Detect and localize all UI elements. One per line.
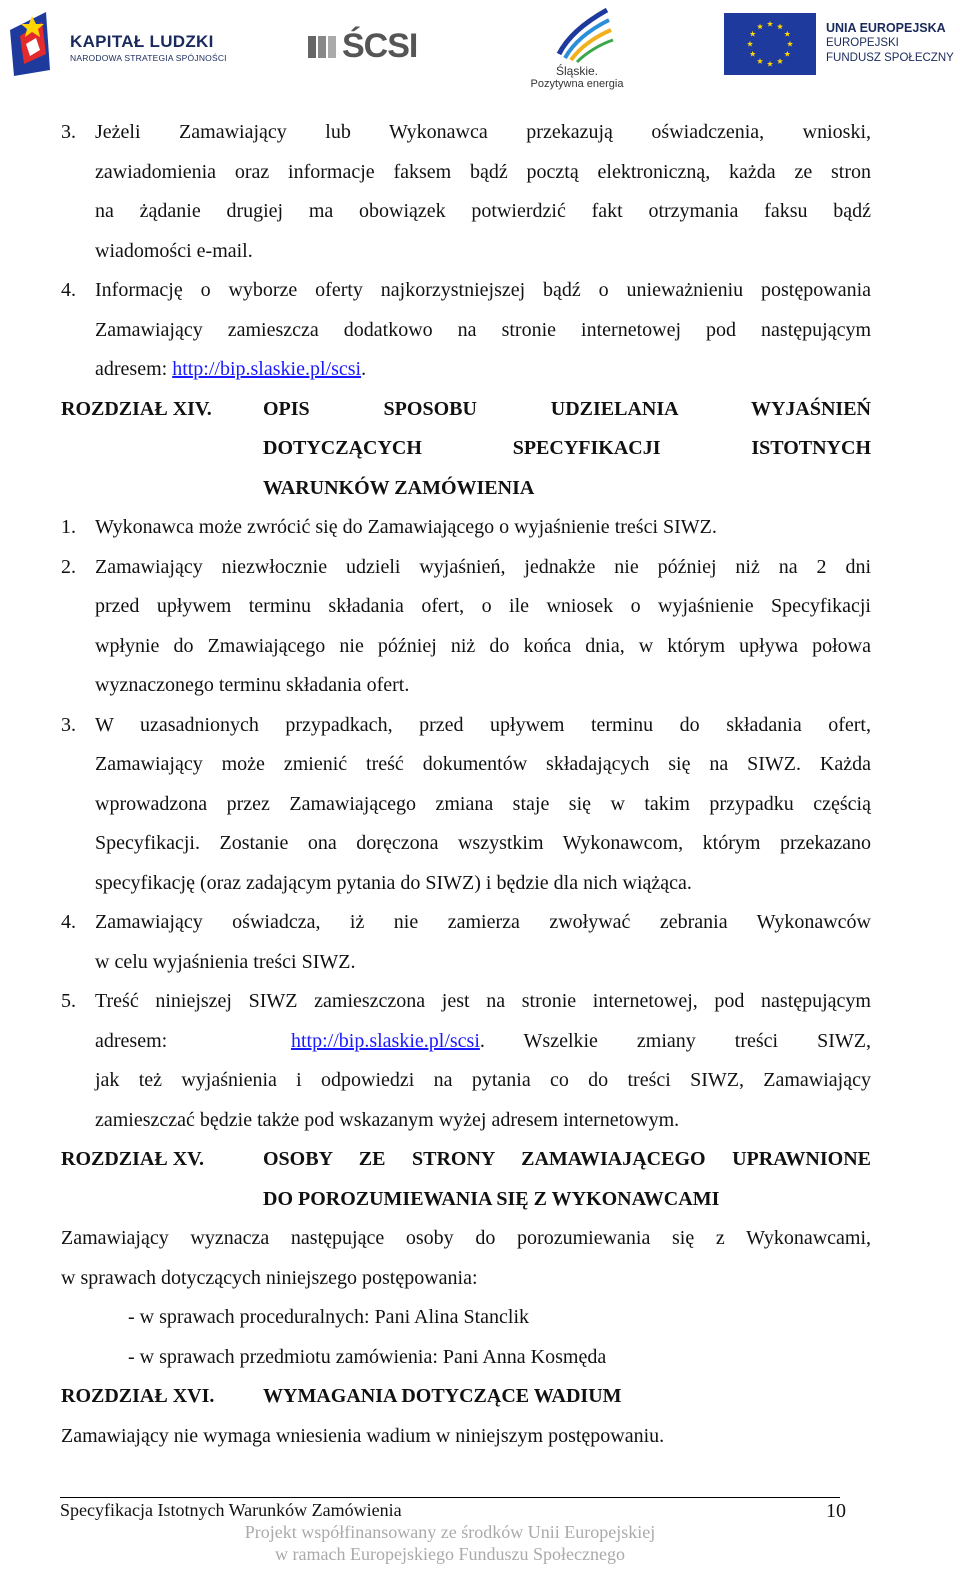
item-line: przed upływem terminu składania ofert, o ile wniosek o wyjaśnienie Specyfikacji	[95, 595, 871, 617]
slaskie-swoosh-icon	[519, 4, 637, 64]
document-body	[61, 113, 871, 1456]
item-line: na żądanie drugiej ma obowiązek potwierdzić fakt otrzymania faksu bądź	[95, 200, 871, 222]
address-label: adresem:	[95, 1029, 168, 1052]
header-logos	[0, 0, 960, 100]
item-line: zawiadomienia oraz informacje faksem bądź pocztą elektroniczną, każda ze stron	[95, 160, 871, 183]
item-line: w celu wyjaśnienia treści SIWZ.	[95, 950, 356, 973]
item-line	[95, 350, 871, 390]
item-line: jak też wyjaśnienia i odpowiedzi na pytania co do treści SIWZ, Zamawiający	[95, 1069, 871, 1091]
scsi-logo	[306, 26, 442, 66]
item-line: Treść niniejszej SIWZ zamieszczona jest na stronie internetowej, pod następującym	[95, 990, 871, 1012]
item-line: W uzasadnionych przypadkach, przed upływem terminu do składania ofert,	[95, 713, 871, 736]
chapter-label: ROZDZIAŁ XV.	[61, 1148, 204, 1170]
item-line: wiadomości e-mail.	[95, 239, 253, 262]
item-number: 5.	[61, 990, 76, 1012]
item-line: Jeżeli Zamawiający lub Wykonawca przekazują oświadczenia, wnioski,	[95, 121, 871, 143]
eu-line1: UNIA EUROPEJSKA	[826, 21, 946, 35]
item-line: wpłynie do Zmawiającego nie później niż do końca dnia, w którym upływa połowa	[95, 634, 871, 657]
page-number: 10	[826, 1500, 846, 1522]
bip-link[interactable]: http://bip.slaskie.pl/scsi	[291, 1029, 480, 1052]
item-number: 3.	[61, 713, 76, 736]
paragraph-line: Zamawiający nie wymaga wniesienia wadium w niniejszym postępowaniu.	[61, 1424, 665, 1447]
item-line: wprowadzona przez Zamawiającego zmiana staje się w takim przypadku częścią	[95, 792, 871, 815]
item-line: Specyfikacji. Zostanie ona doręczona wszystkim Wykonawcom, którym przekazano	[95, 832, 871, 854]
eu-line3: FUNDUSZ SPOŁECZNY	[826, 52, 954, 64]
chapter-title: WARUNKÓW ZAMÓWIENIA	[263, 476, 535, 499]
item-line: wyznaczonego terminu składania ofert.	[95, 674, 410, 696]
slaskie-logo	[518, 4, 638, 92]
chapter-label: ROZDZIAŁ XIV.	[61, 397, 212, 420]
scsi-logo-text: ŚCSI	[342, 27, 418, 65]
item-line: Zamawiający może zmienić treść dokumentów składających się na SIWZ. Każda	[95, 753, 871, 775]
item-line: specyfikację (oraz zadającym pytania do SIWZ) i będzie dla nich wiążąca.	[95, 871, 692, 894]
item-line: zamieszczać będzie także pod wskazanym wyżej adresem internetowym.	[95, 1108, 680, 1131]
bip-link[interactable]: http://bip.slaskie.pl/scsi	[172, 358, 362, 380]
chapter-label: ROZDZIAŁ XVI.	[61, 1385, 215, 1407]
footer-divider	[60, 1497, 840, 1498]
chapter-heading	[61, 1140, 871, 1180]
punctuation: .	[361, 358, 367, 380]
item-line: Wykonawca może zwrócić się do Zamawiającego o wyjaśnienie treści SIWZ.	[95, 516, 717, 538]
eu-line2: EUROPEJSKI	[826, 37, 899, 49]
eu-flag-icon	[724, 13, 816, 75]
paragraph-line: w sprawach dotyczących niniejszego postępowania:	[61, 1266, 478, 1289]
list-item	[61, 113, 871, 153]
chapter-heading	[61, 390, 871, 430]
list-item	[61, 706, 871, 746]
contact-person: - w sprawach proceduralnych: Pani Alina Stanclik	[128, 1306, 529, 1328]
item-number: 4.	[61, 279, 76, 301]
list-item	[61, 548, 871, 588]
slaskie-tagline: Pozytywna energia	[530, 78, 624, 90]
kapital-ludzki-title: KAPITAŁ LUDZKI	[70, 32, 214, 51]
contact-person: - w sprawach przedmiotu zamówienia: Pani Anna Kosmęda	[128, 1345, 607, 1368]
chapter-title: DO POROZUMIEWANIA SIĘ Z WYKONAWCAMI	[263, 1187, 720, 1210]
chapter-title: OPIS SPOSOBU UDZIELANIA WYJAŚNIEŃ	[263, 397, 871, 420]
item-number: 1.	[61, 516, 76, 538]
slaskie-name: Śląskie.	[555, 64, 599, 78]
footer-note: w ramach Europejskiego Funduszu Społecznego	[275, 1544, 625, 1564]
chapter-title: WYMAGANIA DOTYCZĄCE WADIUM	[263, 1385, 622, 1407]
chapter-title: OSOBY ZE STRONY ZAMAWIAJĄCEGO UPRAWNIONE	[263, 1148, 871, 1170]
footer-note: Projekt współfinansowany ze środków Unii Europejskiej	[244, 1522, 656, 1542]
chapter-title: DOTYCZĄCYCH SPECYFIKACJI ISTOTNYCH	[263, 437, 871, 459]
paragraph-line: Zamawiający wyznacza następujące osoby do porozumiewania się z Wykonawcami,	[61, 1227, 871, 1249]
item-line: Informację o wyborze oferty najkorzystniejszej bądź o unieważnieniu postępowania	[95, 279, 871, 301]
item-number: 3.	[61, 121, 76, 143]
list-item	[61, 271, 871, 311]
kapital-ludzki-emblem-icon	[6, 10, 66, 78]
item-number: 4.	[61, 911, 76, 933]
item-line: Zamawiający oświadcza, iż nie zamierza zwoływać zebrania Wykonawców	[95, 911, 871, 933]
list-item	[61, 903, 871, 943]
list-item	[61, 508, 871, 548]
item-line: Zamawiający niezwłocznie udzieli wyjaśnień, jednakże nie później niż na 2 dni	[95, 555, 871, 578]
item-line	[95, 1022, 871, 1062]
kapital-ludzki-logo	[6, 10, 246, 78]
item-line: Zamawiający zamieszcza dodatkowo na stronie internetowej pod następującym	[95, 318, 871, 341]
scsi-bars-icon	[306, 26, 340, 66]
footer-title: Specyfikacja Istotnych Warunków Zamówienia	[60, 1500, 402, 1520]
list-item	[61, 982, 871, 1022]
item-number: 2.	[61, 555, 76, 578]
address-label: adresem:	[95, 358, 173, 380]
eu-logo	[724, 13, 956, 77]
item-text: . Wszelkie zmiany treści SIWZ,	[479, 1029, 871, 1052]
kapital-ludzki-subtitle: NARODOWA STRATEGIA SPÓJNOŚCI	[70, 53, 227, 63]
chapter-heading	[61, 1377, 871, 1417]
